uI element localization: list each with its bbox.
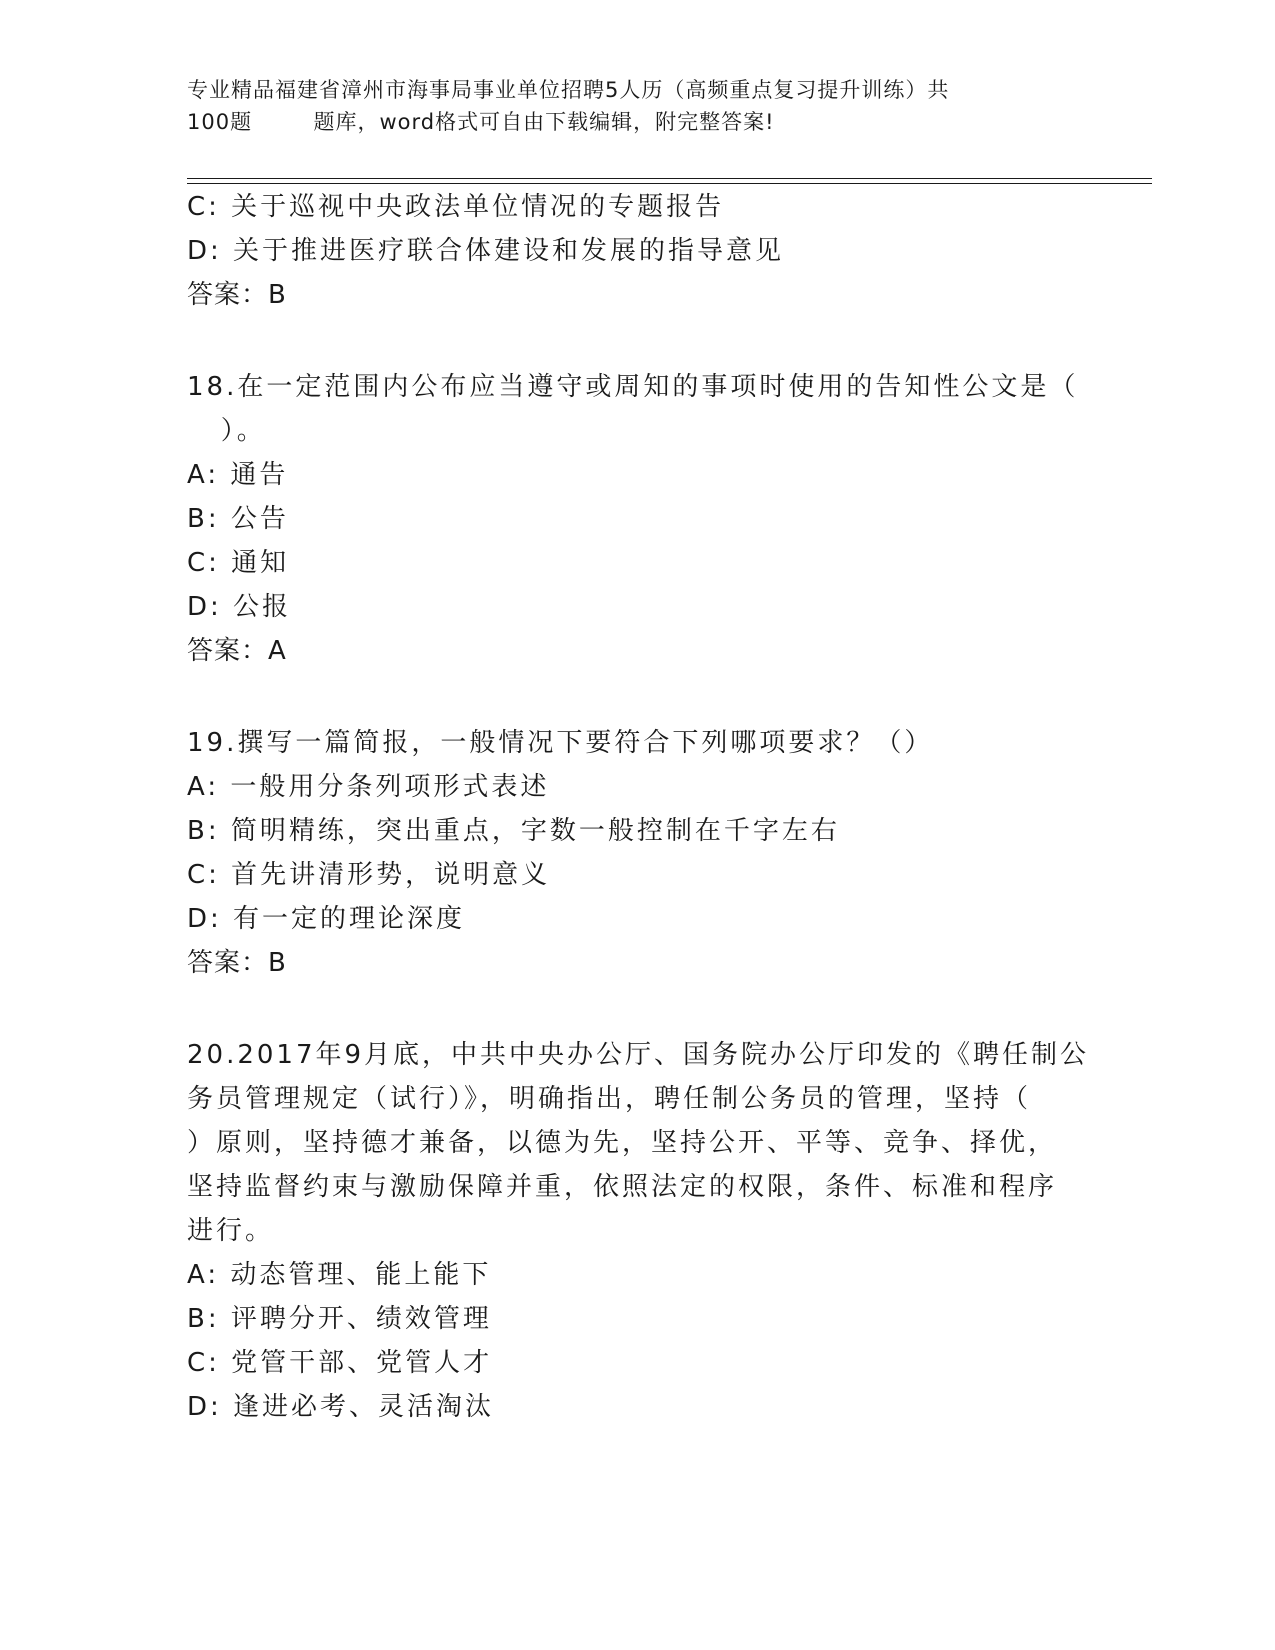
q19-stem: 19.撰写一篇简报，一般情况下要符合下列哪项要求？（） (187, 728, 934, 758)
q17-option-d: D: 关于推进医疗联合体建设和发展的指导意见 (187, 236, 785, 266)
q18-answer: 答案：A (187, 636, 287, 666)
q19-answer: 答案：B (187, 948, 287, 978)
q20-stem-line-1: 20.2017年9月底，中共中央办公厅、国务院办公厅印发的《聘任制公 (187, 1040, 1090, 1070)
header-line-2: 100题 题库，word格式可自由下载编辑，附完整答案! (187, 110, 775, 134)
q20-stem-line-5: 进行。 (187, 1216, 275, 1246)
header-line-1: 专业精品福建省漳州市海事局事业单位招聘5人历（高频重点复习提升训练）共 (187, 78, 950, 102)
q17-option-c: C: 关于巡视中央政法单位情况的专题报告 (187, 192, 725, 222)
q20-stem-line-4: 坚持监督约束与激励保障并重，依照法定的权限，条件、标准和程序 (187, 1172, 1058, 1202)
header-rule-bottom (187, 183, 1152, 184)
q18-option-c: C: 通知 (187, 548, 290, 578)
q20-stem-line-3: ）原则，坚持德才兼备，以德为先，坚持公开、平等、竞争、择优， (187, 1128, 1058, 1158)
q20-stem-line-2: 务员管理规定（试行）》，明确指出，聘任制公务员的管理，坚持（ (187, 1084, 1032, 1114)
q19-option-c: C: 首先讲清形势，说明意义 (187, 860, 551, 890)
document-header (187, 74, 1067, 138)
q19-option-a: A: 一般用分条列项形式表述 (187, 772, 550, 802)
q18-option-b: B: 公告 (187, 504, 289, 534)
q19-option-b: B: 简明精练，突出重点，字数一般控制在千字左右 (187, 816, 840, 846)
q18-option-a: A: 通告 (187, 460, 289, 490)
q17-answer: 答案：B (187, 280, 287, 310)
q18-option-d: D: 公报 (187, 592, 292, 622)
q20-option-a: A: 动态管理、能上能下 (187, 1260, 492, 1290)
q20-option-c: C: 党管干部、党管人才 (187, 1348, 493, 1378)
q18-stem-line-1: 18.在一定范围内公布应当遵守或周知的事项时使用的告知性公文是（ (187, 372, 1079, 402)
header-rule-top (187, 178, 1152, 179)
q20-option-d: D: 逢进必考、灵活淘汰 (187, 1392, 495, 1422)
q20-option-b: B: 评聘分开、绩效管理 (187, 1304, 492, 1334)
q18-stem-line-2: ）。 (187, 416, 266, 446)
q19-option-d: D: 有一定的理论深度 (187, 904, 466, 934)
